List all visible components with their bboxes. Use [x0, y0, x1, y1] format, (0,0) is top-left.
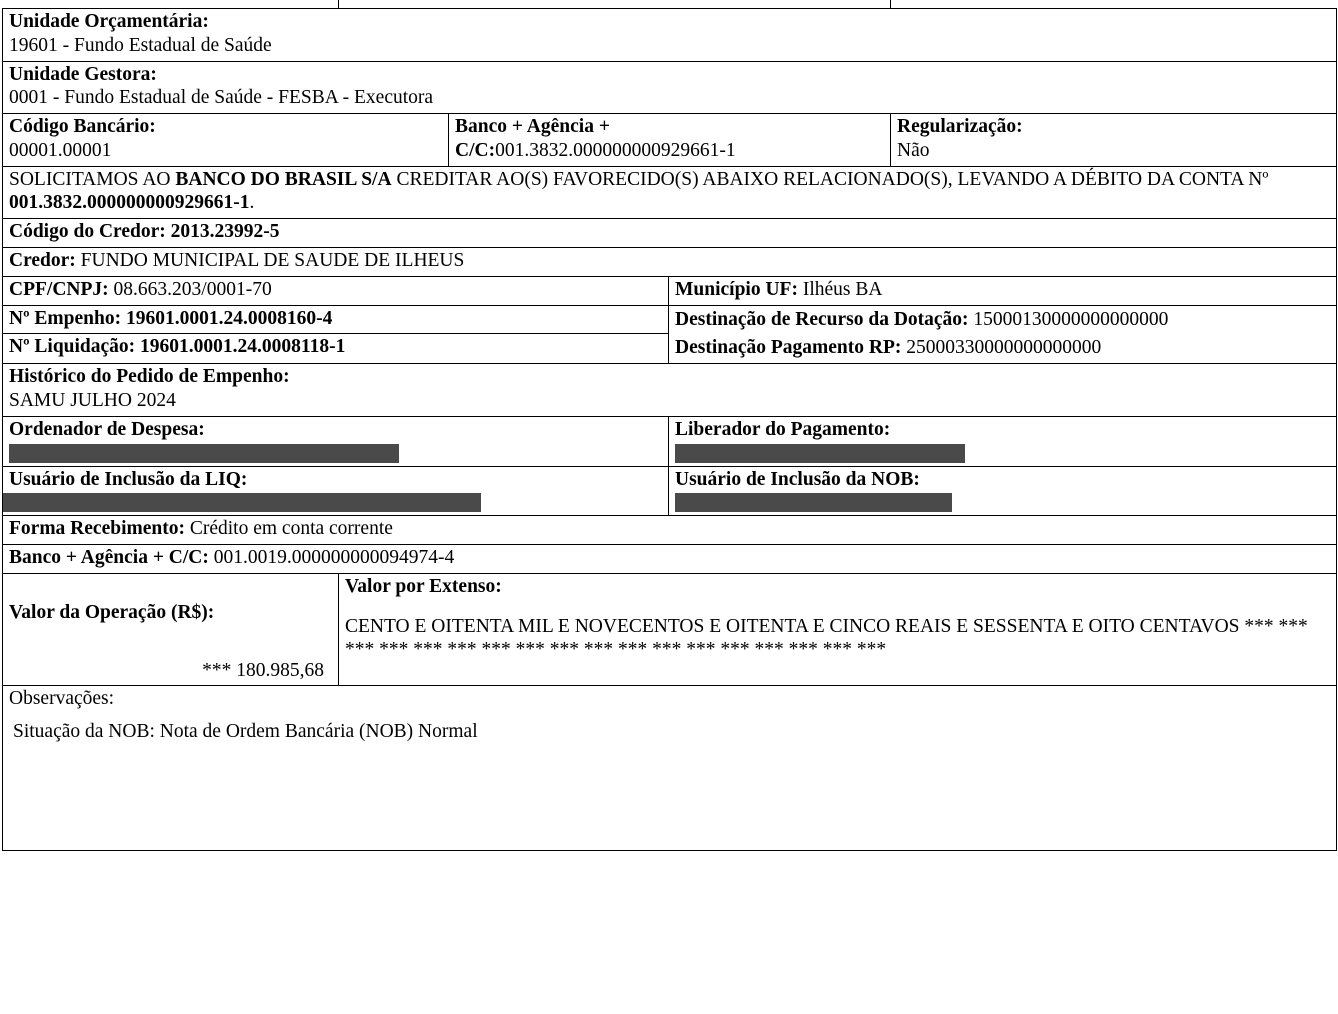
forma-recebimento-value: Crédito em conta corrente	[189, 518, 393, 540]
destinacao-pagamento-cell	[669, 334, 1336, 363]
observacoes-situacao: Situação da NOB: Nota de Ordem Bancária (NOB) Normal	[13, 721, 478, 743]
row-destinacao-recurso	[669, 306, 1336, 335]
valor-extenso-value: CENTO E OITENTA MIL E NOVECENTOS E OITENTA E CINCO REAIS E SESSENTA E OITO CENTAVOS *** *** *** *** *** *** *** *** *** *** *** *** *** *** *** *** *** ***	[345, 615, 1308, 660]
ordenador-despesa-redacted-value	[9, 444, 399, 463]
destinacao-recurso-label: Destinação de Recurso da Dotação:	[675, 308, 969, 330]
row-observacoes	[3, 686, 1337, 851]
solicitacao-conta: 001.3832.000000000929661-1	[9, 192, 250, 214]
banco-agencia-value: 001.3832.000000000929661-1	[495, 139, 736, 161]
credor-value: FUNDO MUNICIPAL DE SAUDE DE ILHEUS	[80, 250, 465, 272]
usuario-liq-redacted-value	[3, 493, 481, 512]
empenho-liquidacao-table	[3, 306, 668, 363]
unidade-gestora-label: Unidade Gestora:	[9, 63, 157, 85]
unidade-orcamentaria-cell	[3, 9, 1337, 62]
row-destinacao-pagamento	[669, 334, 1336, 363]
valor-operacao-cell	[3, 573, 339, 686]
banco-agencia-cc-cell	[3, 545, 1337, 574]
unidade-orcamentaria-label: Unidade Orçamentária:	[9, 11, 209, 32]
banco-agencia-cc-value: 001.0019.000000000094974-4	[213, 547, 455, 569]
valor-operacao-label: Valor da Operação (R$):	[9, 601, 215, 623]
banco-agencia-label-line2: C/C:	[455, 139, 496, 161]
valor-extenso-cell	[339, 573, 1337, 686]
row-ordenador-liberador	[3, 416, 1337, 466]
usuario-liq-cell	[3, 466, 669, 516]
usuario-liq-label: Usuário de Inclusão da LIQ:	[9, 468, 248, 490]
solicitacao-part2: CREDITAR AO(S) FAVORECIDO(S) ABAIXO RELACIONADO(S), LEVANDO A DÉBITO DA CONTA Nº	[391, 168, 1269, 190]
liquidacao-value: 19601.0001.24.0008118-1	[140, 336, 346, 358]
top-edge-center	[339, 0, 891, 9]
codigo-bancario-value: 00001.00001	[9, 139, 112, 161]
solicitacao-banco: BANCO DO BRASIL S/A	[175, 168, 392, 190]
cpf-cnpj-value: 08.663.203/0001-70	[113, 278, 272, 300]
destinacao-pagamento-label: Destinação Pagamento RP:	[675, 337, 902, 359]
municipio-uf-label: Município UF:	[675, 278, 798, 300]
empenho-cell	[3, 306, 668, 334]
top-edge-right	[891, 0, 1337, 9]
historico-cell	[3, 364, 1337, 417]
destinacao-table	[669, 306, 1336, 364]
regularizacao-value: Não	[897, 139, 930, 161]
liquidacao-cell	[3, 334, 668, 362]
historico-label: Histórico do Pedido de Empenho:	[9, 366, 290, 388]
top-edge-left	[3, 0, 339, 9]
codigo-credor-cell	[3, 219, 1337, 248]
forma-recebimento-label: Forma Recebimento:	[9, 518, 185, 540]
destinacao-pagamento-value: 25000330000000000000	[906, 337, 1102, 359]
solicitacao-part1: SOLICITAMOS AO	[9, 168, 176, 190]
row-unidade-gestora	[3, 61, 1337, 114]
destinacao-recurso-value: 15000130000000000000	[973, 308, 1169, 330]
liquidacao-label: Nº Liquidação:	[9, 336, 136, 358]
forma-recebimento-cell	[3, 516, 1337, 545]
usuario-nob-label: Usuário de Inclusão da NOB:	[675, 468, 920, 490]
usuario-nob-redacted-value	[675, 493, 952, 512]
codigo-bancario-label: Código Bancário:	[9, 116, 156, 138]
observacoes-label: Observações:	[9, 688, 115, 710]
nob-document-table	[2, 0, 1337, 851]
row-banco-agencia-cc	[3, 545, 1337, 574]
municipio-uf-value: Ilhéus BA	[802, 278, 883, 300]
row-usuarios	[3, 466, 1337, 516]
liberador-pagamento-cell	[669, 416, 1337, 466]
valor-operacao-value: *** 180.985,68	[202, 659, 324, 681]
document-top-edge	[3, 0, 1337, 9]
regularizacao-cell	[891, 114, 1337, 167]
row-unidade-orcamentaria	[3, 9, 1337, 62]
credor-cell	[3, 248, 1337, 277]
row-empenho-destinacao	[3, 305, 1337, 364]
row-liquidacao	[3, 334, 668, 362]
unidade-gestora-value: 0001 - Fundo Estadual de Saúde - FESBA - Executora	[9, 87, 434, 109]
empenho-value: 19601.0001.24.0008160-4	[125, 307, 333, 329]
municipio-uf-cell	[669, 276, 1337, 305]
row-empenho	[3, 306, 668, 334]
credor-label: Credor:	[9, 250, 76, 272]
ordenador-despesa-label: Ordenador de Despesa:	[9, 418, 205, 440]
row-codigo-bancario	[3, 114, 1337, 167]
row-solicitacao	[3, 166, 1337, 219]
destinacao-recurso-cell	[669, 306, 1336, 335]
historico-value: SAMU JULHO 2024	[9, 389, 176, 411]
banco-agencia-label-line1: Banco + Agência +	[455, 116, 610, 138]
unidade-orcamentaria-value: 19601 - Fundo Estadual de Saúde	[9, 34, 272, 56]
codigo-bancario-cell	[3, 114, 449, 167]
observacoes-cell	[3, 686, 1337, 851]
banco-agencia-cc-label: Banco + Agência + C/C:	[9, 547, 209, 569]
cpf-cnpj-label: CPF/CNPJ:	[9, 278, 109, 300]
cpf-cnpj-cell	[3, 276, 669, 305]
banco-agencia-cell	[449, 114, 891, 167]
row-valor	[3, 573, 1337, 686]
row-credor	[3, 248, 1337, 277]
ordenador-despesa-cell	[3, 416, 669, 466]
row-codigo-credor	[3, 219, 1337, 248]
liberador-pagamento-label: Liberador do Pagamento:	[675, 418, 891, 440]
solicitacao-cell	[3, 166, 1337, 219]
empenho-liquidacao-cell	[3, 305, 669, 364]
usuario-nob-cell	[669, 466, 1337, 516]
liberador-pagamento-redacted-value	[675, 444, 965, 463]
solicitacao-part3: .	[249, 192, 255, 214]
valor-extenso-label: Valor por Extenso:	[345, 575, 502, 597]
destinacao-cell	[669, 305, 1337, 364]
unidade-gestora-cell	[3, 61, 1337, 114]
codigo-credor-value: 2013.23992-5	[170, 221, 280, 243]
row-cpf-municipio	[3, 276, 1337, 305]
empenho-label: Nº Empenho:	[9, 307, 122, 329]
codigo-credor-label: Código do Credor:	[9, 221, 166, 243]
row-historico	[3, 364, 1337, 417]
row-forma-recebimento	[3, 516, 1337, 545]
regularizacao-label: Regularização:	[897, 116, 1023, 138]
